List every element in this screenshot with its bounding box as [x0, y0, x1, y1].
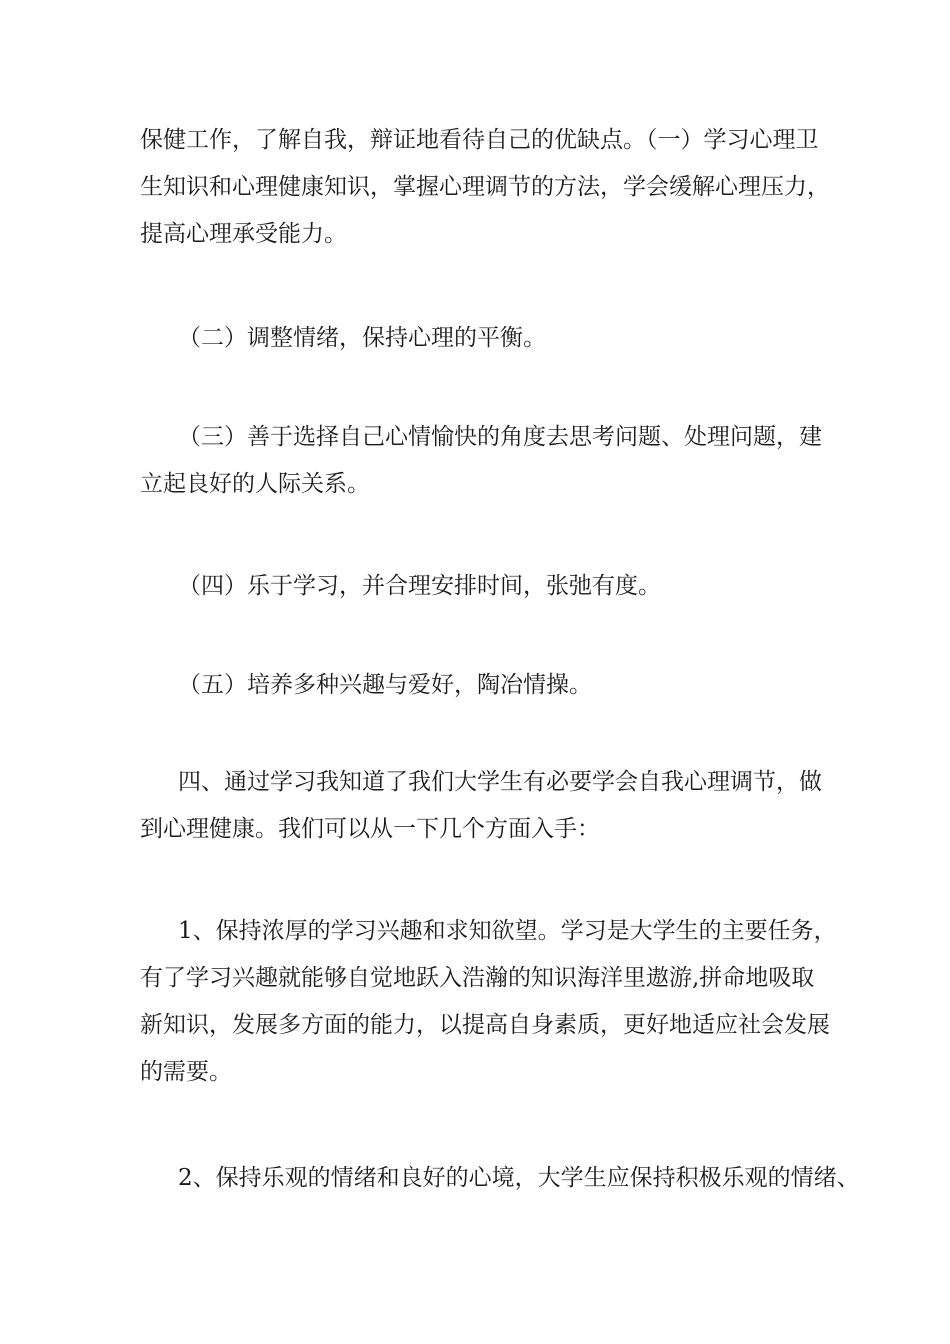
paragraph-item-three — [140, 414, 830, 508]
text-line: 有了学习兴趣就能够自觉地跃入浩瀚的知识海洋里遨游,拼命地吸取 — [140, 965, 815, 991]
text-line: 提高心理承受能力。 — [140, 221, 347, 247]
text-line: （五）培养多种兴趣与爱好，陶冶情操。 — [178, 672, 592, 698]
text-line: 到心理健康。我们可以从一下几个方面入手： — [140, 816, 600, 842]
text-line: 1、保持浓厚的学习兴趣和求知欲望。学习是大学生的主要任务， — [178, 918, 837, 944]
text-line: 生知识和心理健康知识，掌握心理调节的方法，学会缓解心理压力， — [140, 174, 830, 200]
paragraph-item-four — [140, 563, 830, 610]
text-line: 四、通过学习我知道了我们大学生有必要学会自我心理调节，做 — [178, 769, 822, 795]
text-line: （四）乐于学习，并合理安排时间，张弛有度。 — [178, 573, 661, 599]
paragraph-health-care — [140, 117, 830, 258]
paragraph-point-two — [140, 1155, 860, 1202]
text-line: 2、保持乐观的情绪和良好的心境，大学生应保持积极乐观的情绪、 — [178, 1165, 860, 1191]
text-line: 保健工作，了解自我，辩证地看待自己的优缺点。（一）学习心理卫 — [140, 127, 819, 153]
paragraph-item-two — [140, 315, 830, 362]
paragraph-item-five — [140, 662, 830, 709]
text-line: 立起良好的人际关系。 — [140, 471, 370, 497]
text-line: （三）善于选择自己心情愉快的角度去思考问题、处理问题，建 — [178, 424, 822, 450]
text-line: （二）调整情绪，保持心理的平衡。 — [178, 325, 546, 351]
paragraph-section-four — [140, 759, 830, 853]
paragraph-point-one — [140, 908, 837, 1096]
text-line: 新知识，发展多方面的能力，以提高自身素质，更好地适应社会发展 — [140, 1012, 830, 1038]
text-line: 的需要。 — [140, 1059, 232, 1085]
